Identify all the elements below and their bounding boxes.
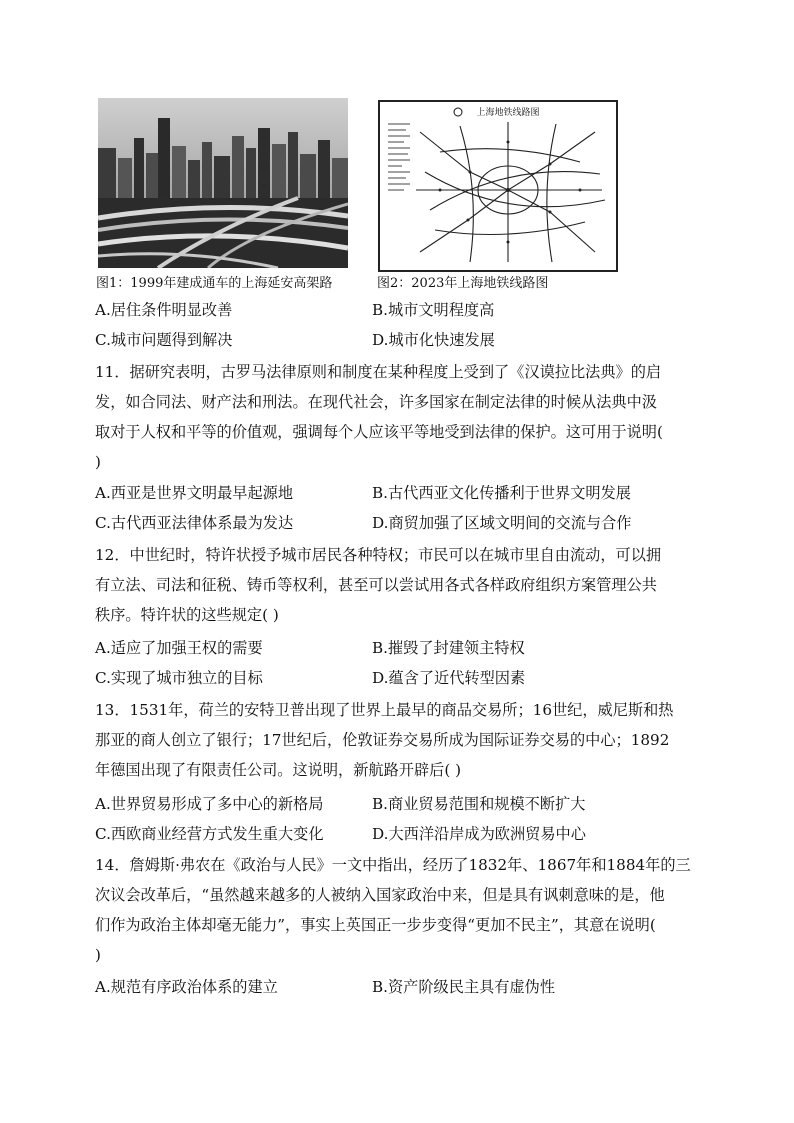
q14-option-b: B.资产阶级民主具有虚伪性 [372, 978, 556, 996]
q14-stem-line-2: 次议会改革后，“虽然越来越多的人被纳入国家政治中来，但是具有讽刺意味的是，他 [95, 886, 665, 904]
q10-option-c: C.城市问题得到解决 [95, 331, 233, 349]
q11-stem-line-4: ) [95, 453, 101, 471]
figure-2-caption: 图2：2023年上海地铁线路图 [377, 276, 549, 291]
q11-option-c: C.古代西亚法律体系最为发达 [95, 514, 294, 532]
q11-stem-line-2: 发，如合同法、财产法和刑法。在现代社会，许多国家在制定法律的时候从法典中汲 [95, 393, 657, 411]
q11-option-b: B.古代西亚文化传播利于世界文明发展 [372, 484, 631, 502]
q14-stem-line-3: 们作为政治主体却毫无能力”，事实上英国正一步步变得“更加不民主”，其意在说明( [95, 916, 656, 934]
q14-stem-line-4: ) [95, 946, 101, 964]
figure-2-metro-map [378, 100, 618, 272]
q13-stem-line-2: 那亚的商人创立了银行；17世纪后，伦敦证券交易所成为国际证券交易的中心；1892 [95, 731, 670, 749]
q14-stem-line-1: 14．詹姆斯·弗农在《政治与人民》一文中指出，经历了1832年、1867年和1884年的三 [95, 856, 691, 874]
metro-map-title: 上海地铁线路图 [476, 108, 540, 118]
q12-stem-line-1: 12．中世纪时，特许状授予城市居民各种特权；市民可以在城市里自由流动，可以拥 [95, 546, 662, 564]
figure-1-caption: 图1：1999年建成通车的上海延安高架路 [96, 276, 333, 291]
q12-option-c: C.实现了城市独立的目标 [95, 669, 263, 687]
q12-option-b: B.摧毁了封建领主特权 [372, 639, 525, 657]
q11-stem-line-1: 11．据研究表明，古罗马法律原则和制度在某种程度上受到了《汉谟拉比法典》的启 [95, 363, 662, 381]
q10-option-a: A.居住条件明显改善 [95, 301, 233, 319]
q13-stem-line-3: 年德国出现了有限责任公司。这说明，新航路开辟后( ) [95, 761, 461, 779]
elevated-road-image [98, 98, 348, 268]
metro-map-image [380, 102, 616, 270]
q13-option-b: B.商业贸易范围和规模不断扩大 [372, 795, 586, 813]
q13-option-d: D.大西洋沿岸成为欧洲贸易中心 [372, 825, 586, 843]
q11-option-d: D.商贸加强了区域文明间的交流与合作 [372, 514, 632, 532]
q11-option-a: A.西亚是世界文明最早起源地 [95, 484, 294, 502]
q12-stem-line-3: 秩序。特许状的这些规定( ) [95, 606, 279, 624]
figure-1-photo [98, 98, 348, 268]
q12-option-d: D.蕴含了近代转型因素 [372, 669, 526, 687]
q10-option-b: B.城市文明程度高 [372, 301, 495, 319]
q11-stem-line-3: 取对于人权和平等的价值观，强调每个人应该平等地受到法律的保护。这可用于说明( [95, 423, 663, 441]
q14-option-a: A.规范有序政治体系的建立 [95, 978, 278, 996]
q13-stem-line-1: 13．1531年，荷兰的安特卫普出现了世界上最早的商品交易所；16世纪，威尼斯和热 [95, 701, 674, 719]
q12-option-a: A.适应了加强王权的需要 [95, 639, 263, 657]
q13-option-c: C.西欧商业经营方式发生重大变化 [95, 825, 324, 843]
q10-option-d: D.城市化快速发展 [372, 331, 495, 349]
q13-option-a: A.世界贸易形成了多中心的新格局 [95, 795, 324, 813]
q12-stem-line-2: 有立法、司法和征税、铸币等权利，甚至可以尝试用各式各样政府组织方案管理公共 [95, 576, 657, 594]
